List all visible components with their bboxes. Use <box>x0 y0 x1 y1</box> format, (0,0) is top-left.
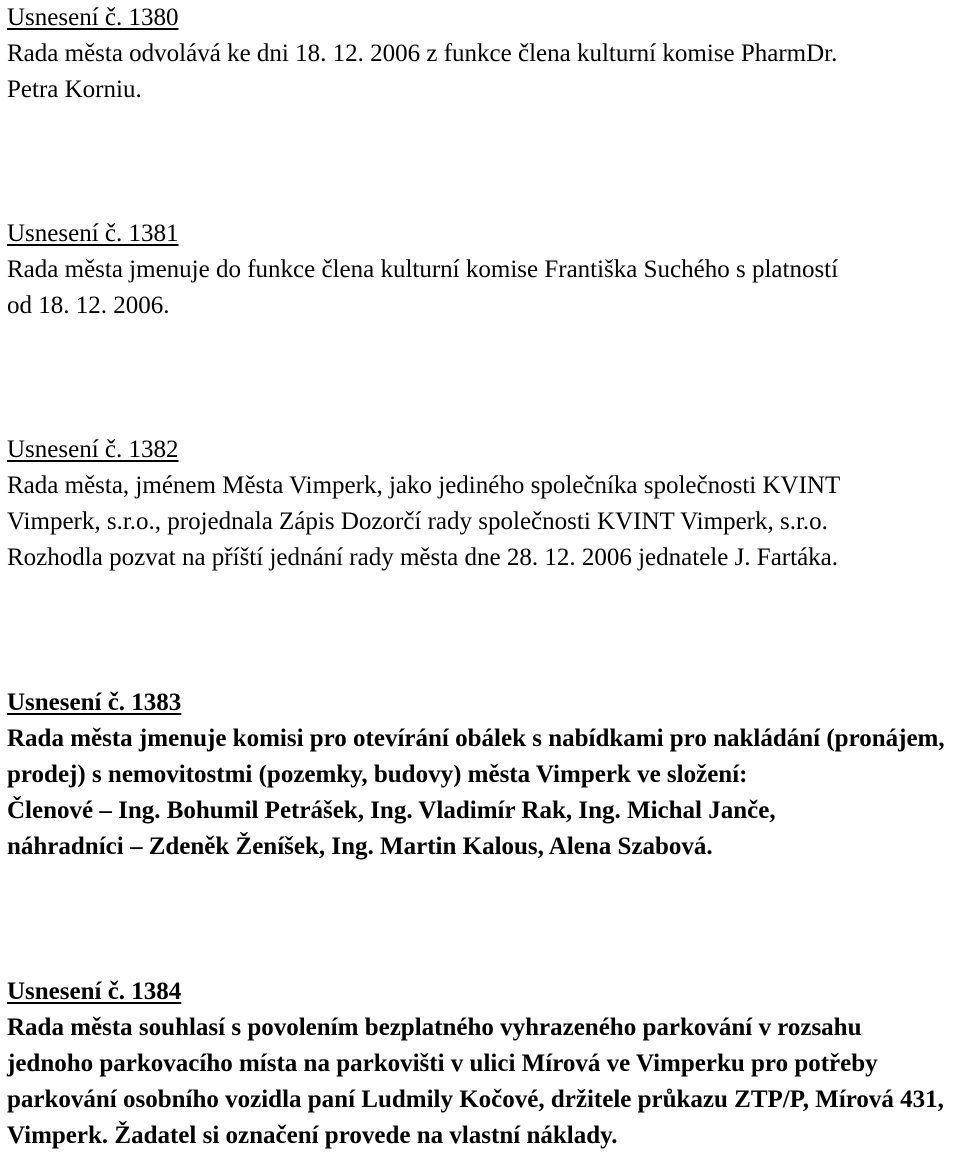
resolution-text-line: prodej) s nemovitostmi (pozemky, budovy) města Vimperk ve složení: <box>7 761 748 788</box>
resolution-title: Usnesení č. 1381 <box>7 220 179 247</box>
resolution-title: Usnesení č. 1382 <box>7 436 179 463</box>
resolution-1380 <box>7 0 957 108</box>
resolution-1382 <box>7 432 957 576</box>
resolution-text-line: jednoho parkovacího místa na parkovišti v ulici Mírová ve Vimperku pro potřeby <box>7 1050 878 1077</box>
resolution-text-line: Rozhodla pozvat na příští jednání rady města dne 28. 12. 2006 jednatele J. Fartáka. <box>7 544 839 571</box>
resolution-1381 <box>7 216 957 324</box>
resolution-text-line: Členové – Ing. Bohumil Petrášek, Ing. Vladimír Rak, Ing. Michal Janče, <box>7 797 776 824</box>
resolution-text-line: Vimperk, s.r.o., projednala Zápis Dozorčí rady společnosti KVINT Vimperk, s.r.o. <box>7 508 828 535</box>
resolution-text-line: parkování osobního vozidla paní Ludmily Kočové, držitele průkazu ZTP/P, Mírová 431, <box>7 1086 944 1113</box>
resolution-title: Usnesení č. 1384 <box>7 978 182 1005</box>
resolution-text-line: od 18. 12. 2006. <box>7 292 170 319</box>
resolution-text-line: Rada města jmenuje komisi pro otevírání obálek s nabídkami pro nakládání (pronájem, <box>7 725 945 752</box>
resolution-text-line: Rada města odvolává ke dni 18. 12. 2006 z funkce člena kulturní komise PharmDr. <box>7 40 838 67</box>
resolution-text-line: Rada města souhlasí s povolením bezplatného vyhrazeného parkování v rozsahu <box>7 1014 862 1041</box>
resolution-text-line: Rada města, jménem Města Vimperk, jako jediného společníka společnosti KVINT <box>7 472 841 499</box>
resolution-1383 <box>7 685 957 865</box>
resolution-text-line: Vimperk. Žadatel si označení provede na vlastní náklady. <box>7 1122 618 1149</box>
resolution-text-line: Petra Korniu. <box>7 76 142 103</box>
resolution-text-line: náhradníci – Zdeněk Ženíšek, Ing. Martin Kalous, Alena Szabová. <box>7 833 713 860</box>
document-page <box>7 0 957 1154</box>
resolution-title: Usnesení č. 1383 <box>7 689 182 716</box>
resolution-1384 <box>7 974 957 1154</box>
resolution-title: Usnesení č. 1380 <box>7 4 179 31</box>
resolution-text-line: Rada města jmenuje do funkce člena kulturní komise Františka Suchého s platností <box>7 256 839 283</box>
